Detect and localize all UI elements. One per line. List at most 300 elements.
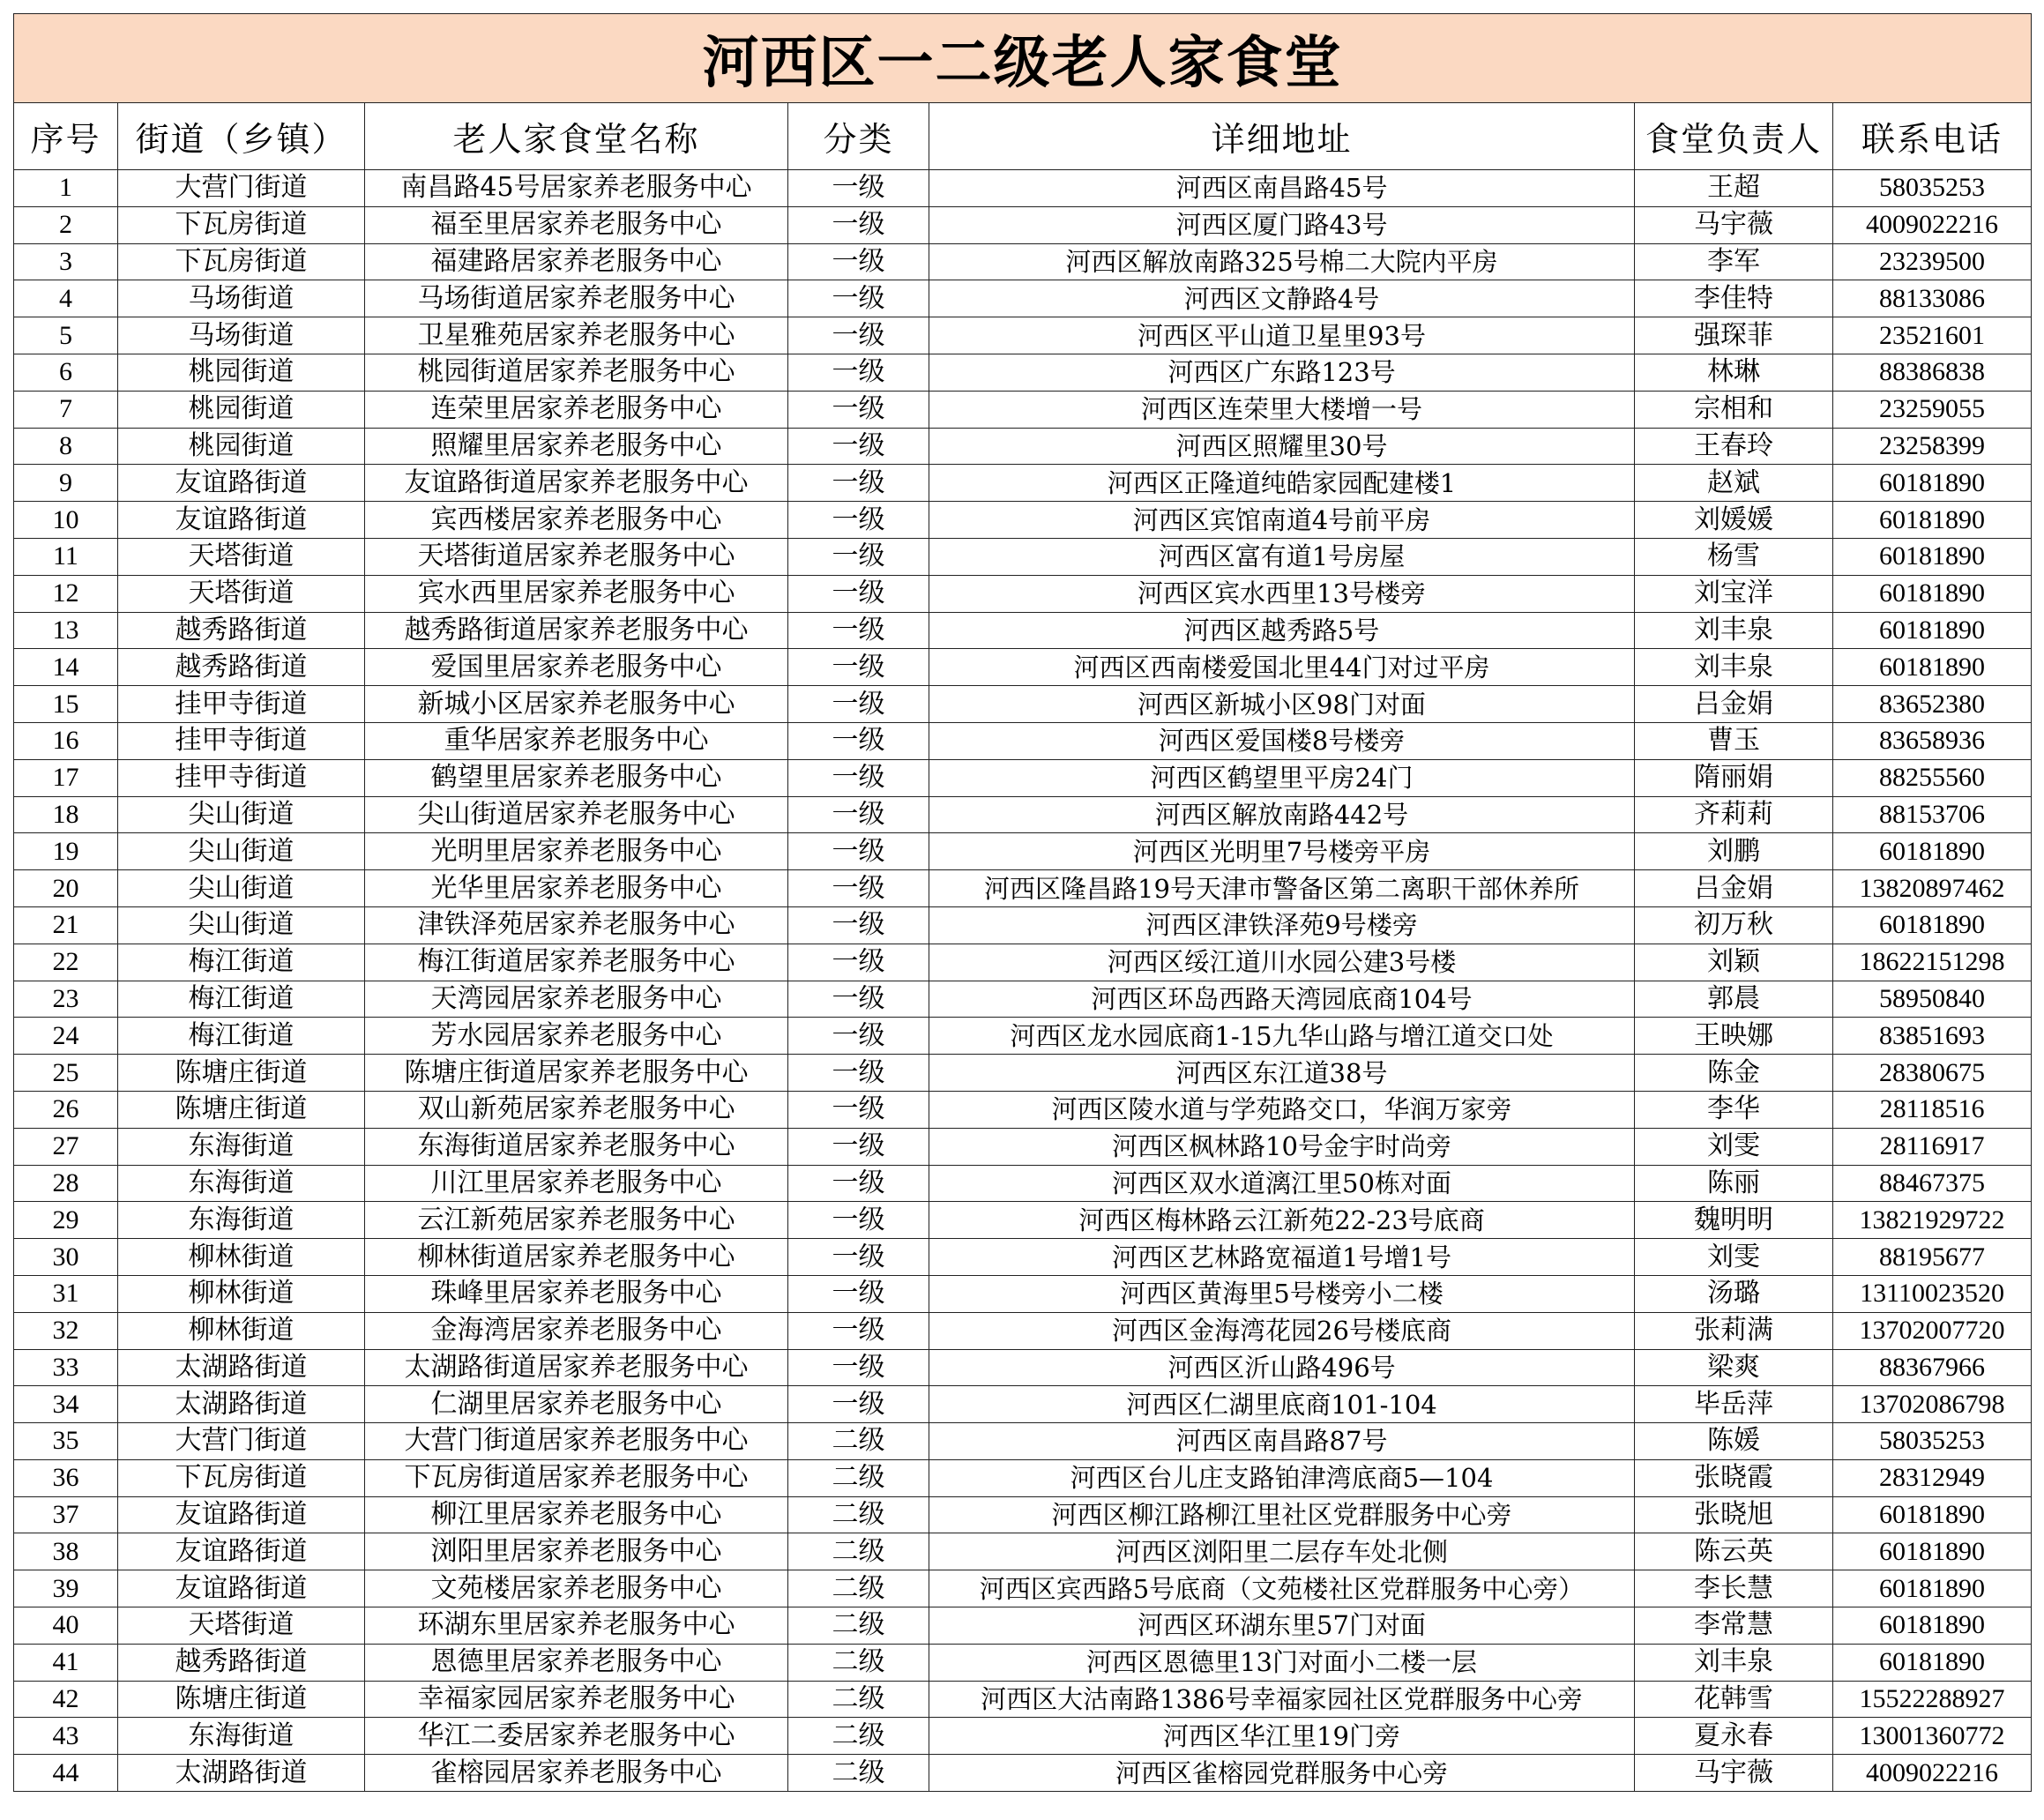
- cell-index: 9: [14, 465, 118, 502]
- cell-level: 一级: [788, 944, 929, 981]
- table-row: [14, 538, 2032, 575]
- cell-phone: 13110023520: [1833, 1275, 2032, 1312]
- cell-street: 桃园街道: [118, 428, 365, 465]
- cell-manager: 宗相和: [1635, 391, 1833, 428]
- cell-index: 34: [14, 1386, 118, 1423]
- table-row: [14, 428, 2032, 465]
- cell-phone: 28312949: [1833, 1459, 2032, 1496]
- cell-address: 河西区富有道1号房屋: [929, 538, 1635, 575]
- cell-phone: 88367966: [1833, 1349, 2032, 1386]
- cell-phone: 88195677: [1833, 1239, 2032, 1276]
- cell-street: 陈塘庄街道: [118, 1055, 365, 1092]
- cell-level: 二级: [788, 1459, 929, 1496]
- cell-address: 河西区光明里7号楼旁平房: [929, 833, 1635, 870]
- cell-manager: 刘宝洋: [1635, 575, 1833, 612]
- header-canteen-name: 老人家食堂名称: [365, 103, 788, 170]
- cell-canteen-name: 天湾园居家养老服务中心: [365, 981, 788, 1018]
- cell-manager: 马宇薇: [1635, 206, 1833, 243]
- cell-level: 二级: [788, 1607, 929, 1645]
- table-row: [14, 649, 2032, 686]
- table-row: [14, 1202, 2032, 1239]
- cell-address: 河西区解放南路325号棉二大院内平房: [929, 243, 1635, 280]
- cell-level: 一级: [788, 428, 929, 465]
- cell-canteen-name: 光明里居家养老服务中心: [365, 833, 788, 870]
- cell-phone: 60181890: [1833, 502, 2032, 539]
- cell-address: 河西区广东路123号: [929, 354, 1635, 391]
- cell-level: 二级: [788, 1570, 929, 1607]
- cell-manager: 陈云英: [1635, 1533, 1833, 1570]
- cell-address: 河西区双水道漓江里50栋对面: [929, 1165, 1635, 1202]
- cell-manager: 刘鹏: [1635, 833, 1833, 870]
- cell-canteen-name: 光华里居家养老服务中心: [365, 870, 788, 907]
- cell-level: 二级: [788, 1496, 929, 1533]
- cell-address: 河西区环湖东里57门对面: [929, 1607, 1635, 1645]
- cell-phone: 88467375: [1833, 1165, 2032, 1202]
- cell-address: 河西区南昌路45号: [929, 170, 1635, 207]
- cell-address: 河西区绥江道川水园公建3号楼: [929, 944, 1635, 981]
- cell-index: 22: [14, 944, 118, 981]
- cell-phone: 13702007720: [1833, 1312, 2032, 1349]
- cell-canteen-name: 尖山街道居家养老服务中心: [365, 796, 788, 833]
- cell-canteen-name: 珠峰里居家养老服务中心: [365, 1275, 788, 1312]
- cell-level: 一级: [788, 391, 929, 428]
- cell-phone: 58035253: [1833, 1423, 2032, 1460]
- cell-street: 尖山街道: [118, 796, 365, 833]
- cell-phone: 60181890: [1833, 1496, 2032, 1533]
- cell-phone: 23239500: [1833, 243, 2032, 280]
- cell-index: 27: [14, 1128, 118, 1165]
- cell-address: 河西区文静路4号: [929, 280, 1635, 317]
- header-phone: 联系电话: [1833, 103, 2032, 170]
- cell-canteen-name: 柳林街道居家养老服务中心: [365, 1239, 788, 1276]
- cell-street: 桃园街道: [118, 354, 365, 391]
- table-row: [14, 1718, 2032, 1755]
- cell-canteen-name: 卫星雅苑居家养老服务中心: [365, 317, 788, 354]
- cell-manager: 张莉满: [1635, 1312, 1833, 1349]
- header-level: 分类: [788, 103, 929, 170]
- cell-street: 梅江街道: [118, 1018, 365, 1055]
- cell-phone: 60181890: [1833, 833, 2032, 870]
- cell-address: 河西区沂山路496号: [929, 1349, 1635, 1386]
- cell-canteen-name: 柳江里居家养老服务中心: [365, 1496, 788, 1533]
- cell-manager: 李军: [1635, 243, 1833, 280]
- cell-address: 河西区照耀里30号: [929, 428, 1635, 465]
- table-row: [14, 906, 2032, 944]
- cell-index: 21: [14, 906, 118, 944]
- cell-index: 18: [14, 796, 118, 833]
- table-row: [14, 1607, 2032, 1645]
- cell-canteen-name: 桃园街道居家养老服务中心: [365, 354, 788, 391]
- cell-address: 河西区宾馆南道4号前平房: [929, 502, 1635, 539]
- cell-canteen-name: 恩德里居家养老服务中心: [365, 1644, 788, 1681]
- cell-manager: 赵斌: [1635, 465, 1833, 502]
- cell-phone: 23258399: [1833, 428, 2032, 465]
- cell-phone: 88153706: [1833, 796, 2032, 833]
- cell-phone: 28118516: [1833, 1091, 2032, 1128]
- table-row: [14, 502, 2032, 539]
- cell-street: 友谊路街道: [118, 502, 365, 539]
- table-row: [14, 465, 2032, 502]
- cell-street: 桃园街道: [118, 391, 365, 428]
- cell-phone: 60181890: [1833, 465, 2032, 502]
- cell-index: 20: [14, 870, 118, 907]
- cell-address: 河西区宾水西里13号楼旁: [929, 575, 1635, 612]
- cell-index: 44: [14, 1755, 118, 1792]
- cell-index: 15: [14, 686, 118, 723]
- cell-level: 一级: [788, 170, 929, 207]
- cell-index: 33: [14, 1349, 118, 1386]
- cell-street: 太湖路街道: [118, 1349, 365, 1386]
- cell-address: 河西区仁湖里底商101-104: [929, 1386, 1635, 1423]
- table-row: [14, 354, 2032, 391]
- cell-index: 38: [14, 1533, 118, 1570]
- cell-manager: 强琛菲: [1635, 317, 1833, 354]
- cell-level: 一级: [788, 538, 929, 575]
- header-street: 街道（乡镇）: [118, 103, 365, 170]
- cell-address: 河西区新城小区98门对面: [929, 686, 1635, 723]
- table-row: [14, 833, 2032, 870]
- cell-street: 东海街道: [118, 1718, 365, 1755]
- cell-manager: 李华: [1635, 1091, 1833, 1128]
- cell-index: 42: [14, 1681, 118, 1718]
- cell-manager: 梁爽: [1635, 1349, 1833, 1386]
- cell-street: 天塔街道: [118, 1607, 365, 1645]
- cell-street: 马场街道: [118, 317, 365, 354]
- cell-level: 一级: [788, 796, 929, 833]
- cell-address: 河西区隆昌路19号天津市警备区第二离职干部休养所: [929, 870, 1635, 907]
- table-row: [14, 280, 2032, 317]
- cell-index: 2: [14, 206, 118, 243]
- cell-manager: 李常慧: [1635, 1607, 1833, 1645]
- cell-address: 河西区鹤望里平房24门: [929, 759, 1635, 796]
- cell-level: 一级: [788, 1386, 929, 1423]
- cell-phone: 83658936: [1833, 722, 2032, 759]
- cell-address: 河西区柳江路柳江里社区党群服务中心旁: [929, 1496, 1635, 1533]
- cell-canteen-name: 环湖东里居家养老服务中心: [365, 1607, 788, 1645]
- cell-level: 一级: [788, 686, 929, 723]
- cell-index: 37: [14, 1496, 118, 1533]
- table-row: [14, 317, 2032, 354]
- canteen-table: [13, 13, 2032, 1792]
- cell-canteen-name: 越秀路街道居家养老服务中心: [365, 612, 788, 649]
- cell-index: 16: [14, 722, 118, 759]
- table-row: [14, 1533, 2032, 1570]
- table-row: [14, 1349, 2032, 1386]
- cell-street: 大营门街道: [118, 1423, 365, 1460]
- cell-street: 下瓦房街道: [118, 1459, 365, 1496]
- cell-address: 河西区解放南路442号: [929, 796, 1635, 833]
- cell-index: 32: [14, 1312, 118, 1349]
- cell-manager: 刘媛媛: [1635, 502, 1833, 539]
- cell-address: 河西区台儿庄支路铂津湾底商5—104: [929, 1459, 1635, 1496]
- cell-manager: 吕金娟: [1635, 870, 1833, 907]
- table-row: [14, 1755, 2032, 1792]
- cell-index: 30: [14, 1239, 118, 1276]
- cell-manager: 夏永春: [1635, 1718, 1833, 1755]
- cell-phone: 4009022216: [1833, 1755, 2032, 1792]
- cell-level: 一级: [788, 981, 929, 1018]
- cell-level: 一级: [788, 833, 929, 870]
- cell-index: 25: [14, 1055, 118, 1092]
- table-row: [14, 981, 2032, 1018]
- cell-level: 一级: [788, 1128, 929, 1165]
- cell-index: 43: [14, 1718, 118, 1755]
- cell-street: 太湖路街道: [118, 1755, 365, 1792]
- table-row: [14, 1496, 2032, 1533]
- cell-phone: 60181890: [1833, 1607, 2032, 1645]
- cell-phone: 60181890: [1833, 612, 2032, 649]
- cell-level: 一级: [788, 1018, 929, 1055]
- cell-address: 河西区枫林路10号金宇时尚旁: [929, 1128, 1635, 1165]
- cell-canteen-name: 文苑楼居家养老服务中心: [365, 1570, 788, 1607]
- cell-manager: 曹玉: [1635, 722, 1833, 759]
- table-row: [14, 1091, 2032, 1128]
- cell-level: 一级: [788, 575, 929, 612]
- cell-level: 一级: [788, 1312, 929, 1349]
- cell-street: 尖山街道: [118, 870, 365, 907]
- cell-address: 河西区华江里19门旁: [929, 1718, 1635, 1755]
- cell-manager: 汤璐: [1635, 1275, 1833, 1312]
- cell-street: 陈塘庄街道: [118, 1681, 365, 1718]
- cell-address: 河西区恩德里13门对面小二楼一层: [929, 1644, 1635, 1681]
- cell-manager: 魏明明: [1635, 1202, 1833, 1239]
- cell-street: 陈塘庄街道: [118, 1091, 365, 1128]
- cell-street: 越秀路街道: [118, 649, 365, 686]
- cell-level: 一级: [788, 649, 929, 686]
- cell-manager: 李长慧: [1635, 1570, 1833, 1607]
- cell-phone: 88255560: [1833, 759, 2032, 796]
- cell-street: 天塔街道: [118, 575, 365, 612]
- cell-phone: 60181890: [1833, 575, 2032, 612]
- cell-index: 19: [14, 833, 118, 870]
- cell-canteen-name: 大营门街道居家养老服务中心: [365, 1423, 788, 1460]
- cell-manager: 初万秋: [1635, 906, 1833, 944]
- cell-street: 挂甲寺街道: [118, 686, 365, 723]
- cell-address: 河西区龙水园底商1-15九华山路与增江道交口处: [929, 1018, 1635, 1055]
- cell-address: 河西区雀榕园党群服务中心旁: [929, 1755, 1635, 1792]
- cell-index: 13: [14, 612, 118, 649]
- cell-phone: 15522288927: [1833, 1681, 2032, 1718]
- cell-manager: 马宇薇: [1635, 1755, 1833, 1792]
- cell-manager: 陈媛: [1635, 1423, 1833, 1460]
- cell-street: 越秀路街道: [118, 612, 365, 649]
- cell-manager: 吕金娟: [1635, 686, 1833, 723]
- cell-canteen-name: 芳水园居家养老服务中心: [365, 1018, 788, 1055]
- cell-canteen-name: 友谊路街道居家养老服务中心: [365, 465, 788, 502]
- cell-index: 3: [14, 243, 118, 280]
- cell-index: 35: [14, 1423, 118, 1460]
- table-row: [14, 1644, 2032, 1681]
- cell-street: 太湖路街道: [118, 1386, 365, 1423]
- cell-street: 东海街道: [118, 1165, 365, 1202]
- cell-canteen-name: 太湖路街道居家养老服务中心: [365, 1349, 788, 1386]
- cell-level: 一级: [788, 465, 929, 502]
- cell-manager: 张晓霞: [1635, 1459, 1833, 1496]
- cell-street: 友谊路街道: [118, 1570, 365, 1607]
- cell-level: 二级: [788, 1533, 929, 1570]
- cell-level: 一级: [788, 1091, 929, 1128]
- cell-address: 河西区津铁泽苑9号楼旁: [929, 906, 1635, 944]
- cell-manager: 郭晨: [1635, 981, 1833, 1018]
- cell-phone: 60181890: [1833, 538, 2032, 575]
- cell-level: 一级: [788, 354, 929, 391]
- cell-address: 河西区连荣里大楼增一号: [929, 391, 1635, 428]
- cell-level: 一级: [788, 1165, 929, 1202]
- table-row: [14, 1312, 2032, 1349]
- table-row: [14, 1681, 2032, 1718]
- cell-manager: 王映娜: [1635, 1018, 1833, 1055]
- cell-manager: 隋丽娟: [1635, 759, 1833, 796]
- cell-canteen-name: 陈塘庄街道居家养老服务中心: [365, 1055, 788, 1092]
- cell-street: 友谊路街道: [118, 465, 365, 502]
- cell-level: 一级: [788, 870, 929, 907]
- cell-manager: 毕岳萍: [1635, 1386, 1833, 1423]
- table-row: [14, 1055, 2032, 1092]
- table-row: [14, 170, 2032, 207]
- cell-level: 一级: [788, 1275, 929, 1312]
- cell-phone: 13001360772: [1833, 1718, 2032, 1755]
- cell-street: 友谊路街道: [118, 1496, 365, 1533]
- cell-level: 二级: [788, 1644, 929, 1681]
- header-index: 序号: [14, 103, 118, 170]
- cell-street: 大营门街道: [118, 170, 365, 207]
- cell-address: 河西区梅林路云江新苑22-23号底商: [929, 1202, 1635, 1239]
- cell-level: 一级: [788, 906, 929, 944]
- cell-manager: 刘颖: [1635, 944, 1833, 981]
- header-manager: 食堂负责人: [1635, 103, 1833, 170]
- cell-phone: 60181890: [1833, 1570, 2032, 1607]
- cell-phone: 23521601: [1833, 317, 2032, 354]
- cell-phone: 28116917: [1833, 1128, 2032, 1165]
- table-row: [14, 796, 2032, 833]
- cell-address: 河西区爱国楼8号楼旁: [929, 722, 1635, 759]
- cell-address: 河西区南昌路87号: [929, 1423, 1635, 1460]
- cell-manager: 林琳: [1635, 354, 1833, 391]
- cell-phone: 88133086: [1833, 280, 2032, 317]
- cell-level: 二级: [788, 1681, 929, 1718]
- cell-canteen-name: 连荣里居家养老服务中心: [365, 391, 788, 428]
- cell-street: 梅江街道: [118, 944, 365, 981]
- cell-street: 天塔街道: [118, 538, 365, 575]
- cell-phone: 13702086798: [1833, 1386, 2032, 1423]
- cell-canteen-name: 新城小区居家养老服务中心: [365, 686, 788, 723]
- cell-level: 一级: [788, 206, 929, 243]
- table-row: [14, 722, 2032, 759]
- cell-phone: 83851693: [1833, 1018, 2032, 1055]
- cell-canteen-name: 天塔街道居家养老服务中心: [365, 538, 788, 575]
- cell-phone: 83652380: [1833, 686, 2032, 723]
- cell-canteen-name: 南昌路45号居家养老服务中心: [365, 170, 788, 207]
- cell-address: 河西区越秀路5号: [929, 612, 1635, 649]
- cell-index: 31: [14, 1275, 118, 1312]
- cell-index: 28: [14, 1165, 118, 1202]
- table-row: [14, 1239, 2032, 1276]
- cell-level: 一级: [788, 502, 929, 539]
- cell-level: 一级: [788, 317, 929, 354]
- cell-address: 河西区宾西路5号底商（文苑楼社区党群服务中心旁）: [929, 1570, 1635, 1607]
- cell-index: 24: [14, 1018, 118, 1055]
- cell-manager: 齐莉莉: [1635, 796, 1833, 833]
- cell-canteen-name: 宾西楼居家养老服务中心: [365, 502, 788, 539]
- cell-street: 挂甲寺街道: [118, 722, 365, 759]
- cell-street: 下瓦房街道: [118, 243, 365, 280]
- cell-phone: 23259055: [1833, 391, 2032, 428]
- cell-manager: 陈金: [1635, 1055, 1833, 1092]
- cell-phone: 58950840: [1833, 981, 2032, 1018]
- cell-phone: 58035253: [1833, 170, 2032, 207]
- cell-level: 一级: [788, 1239, 929, 1276]
- cell-index: 41: [14, 1644, 118, 1681]
- cell-street: 梅江街道: [118, 981, 365, 1018]
- cell-level: 二级: [788, 1755, 929, 1792]
- cell-canteen-name: 雀榕园居家养老服务中心: [365, 1755, 788, 1792]
- cell-level: 一级: [788, 1055, 929, 1092]
- cell-address: 河西区东江道38号: [929, 1055, 1635, 1092]
- cell-street: 柳林街道: [118, 1239, 365, 1276]
- cell-index: 10: [14, 502, 118, 539]
- cell-canteen-name: 浏阳里居家养老服务中心: [365, 1533, 788, 1570]
- table-row: [14, 1018, 2032, 1055]
- cell-level: 一级: [788, 612, 929, 649]
- cell-phone: 60181890: [1833, 906, 2032, 944]
- cell-manager: 王春玲: [1635, 428, 1833, 465]
- cell-index: 8: [14, 428, 118, 465]
- cell-address: 河西区厦门路43号: [929, 206, 1635, 243]
- cell-index: 11: [14, 538, 118, 575]
- table-row: [14, 612, 2032, 649]
- cell-canteen-name: 福建路居家养老服务中心: [365, 243, 788, 280]
- cell-address: 河西区黄海里5号楼旁小二楼: [929, 1275, 1635, 1312]
- cell-index: 5: [14, 317, 118, 354]
- header-row: [14, 103, 2032, 170]
- cell-index: 39: [14, 1570, 118, 1607]
- table-row: [14, 243, 2032, 280]
- cell-street: 挂甲寺街道: [118, 759, 365, 796]
- cell-phone: 4009022216: [1833, 206, 2032, 243]
- cell-canteen-name: 梅江街道居家养老服务中心: [365, 944, 788, 981]
- cell-street: 柳林街道: [118, 1275, 365, 1312]
- cell-phone: 60181890: [1833, 1644, 2032, 1681]
- table-row: [14, 575, 2032, 612]
- cell-canteen-name: 华江二委居家养老服务中心: [365, 1718, 788, 1755]
- cell-address: 河西区陵水道与学苑路交口，华润万家旁: [929, 1091, 1635, 1128]
- cell-manager: 杨雪: [1635, 538, 1833, 575]
- cell-street: 下瓦房街道: [118, 206, 365, 243]
- table-row: [14, 944, 2032, 981]
- cell-index: 12: [14, 575, 118, 612]
- cell-manager: 刘丰泉: [1635, 1644, 1833, 1681]
- cell-canteen-name: 仁湖里居家养老服务中心: [365, 1386, 788, 1423]
- cell-canteen-name: 宾水西里居家养老服务中心: [365, 575, 788, 612]
- cell-level: 二级: [788, 1718, 929, 1755]
- cell-address: 河西区浏阳里二层存车处北侧: [929, 1533, 1635, 1570]
- table-row: [14, 759, 2032, 796]
- cell-canteen-name: 双山新苑居家养老服务中心: [365, 1091, 788, 1128]
- cell-address: 河西区环岛西路天湾园底商104号: [929, 981, 1635, 1018]
- cell-manager: 李佳特: [1635, 280, 1833, 317]
- cell-address: 河西区金海湾花园26号楼底商: [929, 1312, 1635, 1349]
- cell-index: 14: [14, 649, 118, 686]
- cell-index: 26: [14, 1091, 118, 1128]
- cell-index: 7: [14, 391, 118, 428]
- cell-canteen-name: 照耀里居家养老服务中心: [365, 428, 788, 465]
- cell-index: 23: [14, 981, 118, 1018]
- cell-address: 河西区平山道卫星里93号: [929, 317, 1635, 354]
- cell-index: 36: [14, 1459, 118, 1496]
- header-address: 详细地址: [929, 103, 1635, 170]
- table-row: [14, 1570, 2032, 1607]
- table-row: [14, 1423, 2032, 1460]
